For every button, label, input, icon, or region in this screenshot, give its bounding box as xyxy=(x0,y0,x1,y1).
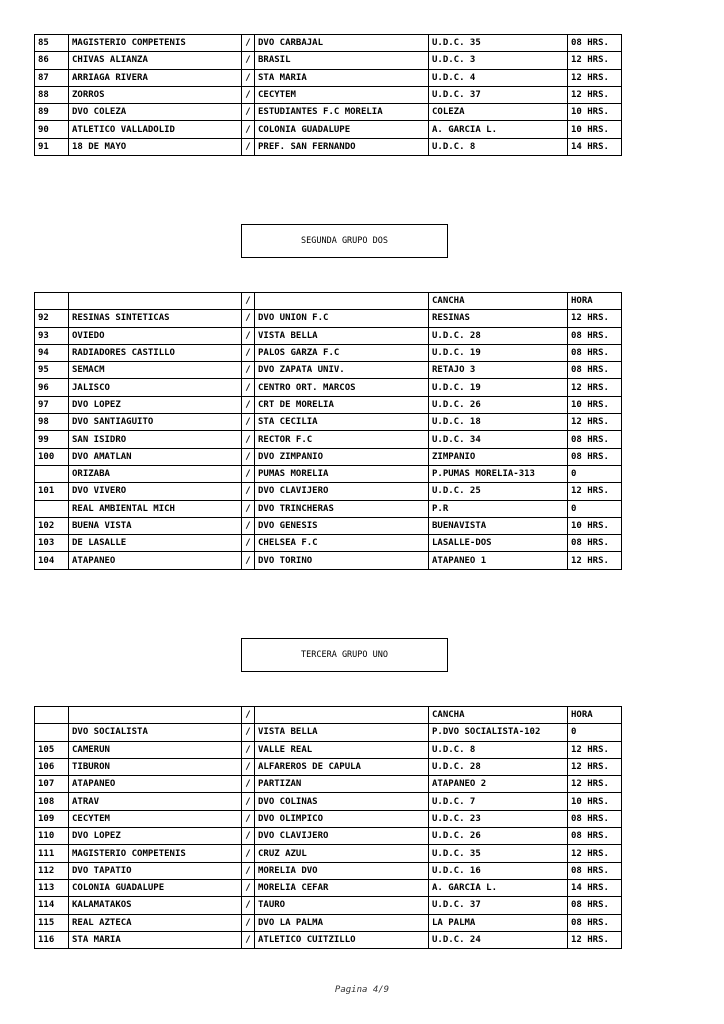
table-row xyxy=(35,310,622,327)
field-cell: COLEZA xyxy=(429,104,568,121)
match-number-cell: 112 xyxy=(35,862,69,879)
away-team-cell: DVO COLINAS xyxy=(255,793,429,810)
match-number-cell: 107 xyxy=(35,776,69,793)
table-row xyxy=(35,138,622,155)
match-number-cell: 85 xyxy=(35,35,69,52)
home-team-cell: CHIVAS ALIANZA xyxy=(69,52,242,69)
table-row xyxy=(35,552,622,569)
home-team-cell: DVO AMATLAN xyxy=(69,448,242,465)
match-number-cell: 88 xyxy=(35,86,69,103)
time-cell: 12 HRS. xyxy=(568,552,622,569)
versus-separator-cell: / xyxy=(242,414,255,431)
home-team-cell: ZORROS xyxy=(69,86,242,103)
field-cell: RETAJO 3 xyxy=(429,362,568,379)
field-cell: U.D.C. 16 xyxy=(429,862,568,879)
home-team-cell: DVO SOCIALISTA xyxy=(69,724,242,741)
table-row xyxy=(35,448,622,465)
away-team-cell: DVO GENESIS xyxy=(255,517,429,534)
versus-separator-cell: / xyxy=(242,862,255,879)
field-cell: U.D.C. 4 xyxy=(429,69,568,86)
schedule-table-tercera-grupo-uno xyxy=(34,706,622,949)
time-cell: 14 HRS. xyxy=(568,879,622,896)
match-number-cell: 116 xyxy=(35,931,69,948)
versus-separator-cell: / xyxy=(242,448,255,465)
away-team-cell: DVO TRINCHERAS xyxy=(255,500,429,517)
field-cell: U.D.C. 34 xyxy=(429,431,568,448)
time-cell: 08 HRS. xyxy=(568,897,622,914)
versus-separator-cell: / xyxy=(242,465,255,482)
away-team-cell: VISTA BELLA xyxy=(255,327,429,344)
match-number-cell: 113 xyxy=(35,879,69,896)
away-team-cell: DVO TORINO xyxy=(255,552,429,569)
home-team-cell: KALAMATAKOS xyxy=(69,897,242,914)
field-cell: LASALLE-DOS xyxy=(429,535,568,552)
table-row xyxy=(35,465,622,482)
home-team-cell: RESINAS SINTETICAS xyxy=(69,310,242,327)
away-team-cell: ESTUDIANTES F.C MORELIA xyxy=(255,104,429,121)
match-number-cell: 90 xyxy=(35,121,69,138)
away-team-cell: VALLE REAL xyxy=(255,741,429,758)
time-cell: 12 HRS. xyxy=(568,52,622,69)
table-row xyxy=(35,741,622,758)
home-team-cell: SEMACM xyxy=(69,362,242,379)
match-number-cell: 111 xyxy=(35,845,69,862)
time-cell: 12 HRS. xyxy=(568,379,622,396)
away-team-cell: MORELIA DVO xyxy=(255,862,429,879)
away-team-cell: CECYTEM xyxy=(255,86,429,103)
schedule-table-first xyxy=(34,34,622,156)
versus-separator-cell: / xyxy=(242,552,255,569)
section-title-text: SEGUNDA GRUPO DOS xyxy=(301,236,388,246)
field-cell: U.D.C. 18 xyxy=(429,414,568,431)
home-team-cell xyxy=(69,707,242,724)
home-team-cell: ORIZABA xyxy=(69,465,242,482)
match-number-cell: 96 xyxy=(35,379,69,396)
versus-separator-cell: / xyxy=(242,845,255,862)
time-cell: 12 HRS. xyxy=(568,758,622,775)
match-number-cell: 101 xyxy=(35,483,69,500)
table-row xyxy=(35,845,622,862)
table-row xyxy=(35,69,622,86)
home-team-cell: DVO TAPATIO xyxy=(69,862,242,879)
home-team-cell: OVIEDO xyxy=(69,327,242,344)
time-cell: 08 HRS. xyxy=(568,448,622,465)
time-cell: 08 HRS. xyxy=(568,344,622,361)
away-team-cell: PALOS GARZA F.C xyxy=(255,344,429,361)
table-row xyxy=(35,793,622,810)
time-cell: 10 HRS. xyxy=(568,517,622,534)
versus-separator-cell: / xyxy=(242,52,255,69)
table-row xyxy=(35,897,622,914)
time-cell: 08 HRS. xyxy=(568,862,622,879)
table-row xyxy=(35,879,622,896)
field-cell: CANCHA xyxy=(429,293,568,310)
field-cell: U.D.C. 8 xyxy=(429,138,568,155)
away-team-cell: TAURO xyxy=(255,897,429,914)
table-row xyxy=(35,828,622,845)
versus-separator-cell: / xyxy=(242,362,255,379)
versus-separator-cell: / xyxy=(242,344,255,361)
field-cell: U.D.C. 28 xyxy=(429,327,568,344)
table-row xyxy=(35,535,622,552)
section-title-segunda-grupo-dos xyxy=(241,224,448,258)
away-team-cell: CRT DE MORELIA xyxy=(255,396,429,413)
match-number-cell xyxy=(35,293,69,310)
table-row xyxy=(35,758,622,775)
versus-separator-cell: / xyxy=(242,396,255,413)
table-row xyxy=(35,396,622,413)
field-cell: U.D.C. 35 xyxy=(429,845,568,862)
table-row xyxy=(35,104,622,121)
away-team-cell: DVO ZIMPANIO xyxy=(255,448,429,465)
field-cell: U.D.C. 37 xyxy=(429,897,568,914)
away-team-cell: DVO CLAVIJERO xyxy=(255,483,429,500)
away-team-cell: BRASIL xyxy=(255,52,429,69)
field-cell: U.D.C. 25 xyxy=(429,483,568,500)
home-team-cell: REAL AMBIENTAL MICH xyxy=(69,500,242,517)
time-cell: 14 HRS. xyxy=(568,138,622,155)
time-cell: 12 HRS. xyxy=(568,483,622,500)
field-cell: A. GARCIA L. xyxy=(429,879,568,896)
match-number-cell xyxy=(35,500,69,517)
time-cell: 0 xyxy=(568,500,622,517)
away-team-cell: ATLETICO CUITZILLO xyxy=(255,931,429,948)
time-cell: 12 HRS. xyxy=(568,776,622,793)
field-cell: U.D.C. 26 xyxy=(429,396,568,413)
versus-separator-cell: / xyxy=(242,914,255,931)
away-team-cell: DVO LA PALMA xyxy=(255,914,429,931)
match-number-cell: 105 xyxy=(35,741,69,758)
home-team-cell: BUENA VISTA xyxy=(69,517,242,534)
field-cell: RESINAS xyxy=(429,310,568,327)
time-cell: 10 HRS. xyxy=(568,104,622,121)
versus-separator-cell: / xyxy=(242,86,255,103)
away-team-cell: CHELSEA F.C xyxy=(255,535,429,552)
versus-separator-cell: / xyxy=(242,69,255,86)
time-cell: 10 HRS. xyxy=(568,121,622,138)
time-cell: 08 HRS. xyxy=(568,431,622,448)
versus-separator-cell: / xyxy=(242,431,255,448)
home-team-cell: JALISCO xyxy=(69,379,242,396)
versus-separator-cell: / xyxy=(242,104,255,121)
section-title-text: TERCERA GRUPO UNO xyxy=(301,650,388,660)
versus-separator-cell: / xyxy=(242,879,255,896)
time-cell: 08 HRS. xyxy=(568,362,622,379)
match-number-cell: 86 xyxy=(35,52,69,69)
match-number-cell: 103 xyxy=(35,535,69,552)
field-cell: U.D.C. 19 xyxy=(429,344,568,361)
field-cell: U.D.C. 23 xyxy=(429,810,568,827)
time-cell: 10 HRS. xyxy=(568,396,622,413)
field-cell: U.D.C. 8 xyxy=(429,741,568,758)
versus-separator-cell: / xyxy=(242,931,255,948)
home-team-cell: RADIADORES CASTILLO xyxy=(69,344,242,361)
versus-separator-cell: / xyxy=(242,517,255,534)
versus-separator-cell: / xyxy=(242,810,255,827)
versus-separator-cell: / xyxy=(242,776,255,793)
match-number-cell xyxy=(35,707,69,724)
table-row xyxy=(35,914,622,931)
home-team-cell: COLONIA GUADALUPE xyxy=(69,879,242,896)
versus-separator-cell: / xyxy=(242,793,255,810)
home-team-cell: ATAPANEO xyxy=(69,776,242,793)
versus-separator-cell: / xyxy=(242,310,255,327)
match-number-cell: 95 xyxy=(35,362,69,379)
table-row xyxy=(35,86,622,103)
away-team-cell: DVO ZAPATA UNIV. xyxy=(255,362,429,379)
versus-separator-cell: / xyxy=(242,828,255,845)
time-cell: 08 HRS. xyxy=(568,914,622,931)
match-number-cell: 110 xyxy=(35,828,69,845)
away-team-cell: CENTRO ORT. MARCOS xyxy=(255,379,429,396)
field-cell: U.D.C. 24 xyxy=(429,931,568,948)
away-team-cell: STA MARIA xyxy=(255,69,429,86)
match-number-cell xyxy=(35,724,69,741)
field-cell: LA PALMA xyxy=(429,914,568,931)
home-team-cell: REAL AZTECA xyxy=(69,914,242,931)
time-cell: 12 HRS. xyxy=(568,931,622,948)
time-cell: 12 HRS. xyxy=(568,741,622,758)
versus-separator-cell: / xyxy=(242,138,255,155)
versus-separator-cell: / xyxy=(242,500,255,517)
away-team-cell: COLONIA GUADALUPE xyxy=(255,121,429,138)
field-cell: U.D.C. 3 xyxy=(429,52,568,69)
home-team-cell xyxy=(69,293,242,310)
match-number-cell: 106 xyxy=(35,758,69,775)
home-team-cell: CAMERUN xyxy=(69,741,242,758)
table-row xyxy=(35,810,622,827)
away-team-cell: CRUZ AZUL xyxy=(255,845,429,862)
field-cell: P.R xyxy=(429,500,568,517)
home-team-cell: DVO VIVERO xyxy=(69,483,242,500)
time-cell: 08 HRS. xyxy=(568,35,622,52)
match-number-cell: 102 xyxy=(35,517,69,534)
match-number-cell: 93 xyxy=(35,327,69,344)
home-team-cell: DVO SANTIAGUITO xyxy=(69,414,242,431)
match-number-cell: 87 xyxy=(35,69,69,86)
away-team-cell: DVO CLAVIJERO xyxy=(255,828,429,845)
away-team-cell: MORELIA CEFAR xyxy=(255,879,429,896)
versus-separator-cell: / xyxy=(242,483,255,500)
away-team-cell: DVO UNION F.C xyxy=(255,310,429,327)
table-row xyxy=(35,483,622,500)
away-team-cell: DVO OLIMPICO xyxy=(255,810,429,827)
away-team-cell xyxy=(255,707,429,724)
field-cell: A. GARCIA L. xyxy=(429,121,568,138)
home-team-cell: CECYTEM xyxy=(69,810,242,827)
time-cell: 10 HRS. xyxy=(568,793,622,810)
table-row xyxy=(35,52,622,69)
field-cell: ZIMPANIO xyxy=(429,448,568,465)
field-cell: U.D.C. 28 xyxy=(429,758,568,775)
versus-separator-cell: / xyxy=(242,35,255,52)
field-cell: P.PUMAS MORELIA-313 xyxy=(429,465,568,482)
table-row xyxy=(35,362,622,379)
away-team-cell: STA CECILIA xyxy=(255,414,429,431)
home-team-cell: DVO LOPEZ xyxy=(69,828,242,845)
versus-separator-cell: / xyxy=(242,707,255,724)
table-row xyxy=(35,327,622,344)
home-team-cell: 18 DE MAYO xyxy=(69,138,242,155)
match-number-cell: 97 xyxy=(35,396,69,413)
versus-separator-cell: / xyxy=(242,535,255,552)
home-team-cell: DE LASALLE xyxy=(69,535,242,552)
home-team-cell: ATRAV xyxy=(69,793,242,810)
field-cell: ATAPANEO 1 xyxy=(429,552,568,569)
home-team-cell: TIBURON xyxy=(69,758,242,775)
match-number-cell: 99 xyxy=(35,431,69,448)
away-team-cell: ALFAREROS DE CAPULA xyxy=(255,758,429,775)
home-team-cell: DVO LOPEZ xyxy=(69,396,242,413)
away-team-cell: PUMAS MORELIA xyxy=(255,465,429,482)
match-number-cell: 89 xyxy=(35,104,69,121)
versus-separator-cell: / xyxy=(242,121,255,138)
page-footer: Pagina 4/9 xyxy=(334,985,390,995)
away-team-cell: DVO CARBAJAL xyxy=(255,35,429,52)
time-cell: 08 HRS. xyxy=(568,810,622,827)
table-row xyxy=(35,414,622,431)
home-team-cell: ARRIAGA RIVERA xyxy=(69,69,242,86)
home-team-cell: ATAPANEO xyxy=(69,552,242,569)
versus-separator-cell: / xyxy=(242,724,255,741)
home-team-cell: STA MARIA xyxy=(69,931,242,948)
home-team-cell: SAN ISIDRO xyxy=(69,431,242,448)
field-cell: BUENAVISTA xyxy=(429,517,568,534)
field-cell: U.D.C. 7 xyxy=(429,793,568,810)
time-cell: HORA xyxy=(568,293,622,310)
field-cell: U.D.C. 26 xyxy=(429,828,568,845)
match-number-cell: 109 xyxy=(35,810,69,827)
table-row xyxy=(35,35,622,52)
table-header-row xyxy=(35,707,622,724)
away-team-cell: RECTOR F.C xyxy=(255,431,429,448)
time-cell: 12 HRS. xyxy=(568,845,622,862)
versus-separator-cell: / xyxy=(242,897,255,914)
home-team-cell: MAGISTERIO COMPETENIS xyxy=(69,35,242,52)
home-team-cell: MAGISTERIO COMPETENIS xyxy=(69,845,242,862)
schedule-table-segunda-grupo-dos xyxy=(34,292,622,570)
time-cell: 12 HRS. xyxy=(568,69,622,86)
table-row xyxy=(35,776,622,793)
time-cell: 0 xyxy=(568,465,622,482)
table-row xyxy=(35,121,622,138)
home-team-cell: DVO COLEZA xyxy=(69,104,242,121)
versus-separator-cell: / xyxy=(242,741,255,758)
table-row xyxy=(35,431,622,448)
match-number-cell: 108 xyxy=(35,793,69,810)
match-number-cell xyxy=(35,465,69,482)
time-cell: 0 xyxy=(568,724,622,741)
time-cell: 08 HRS. xyxy=(568,535,622,552)
table-row xyxy=(35,862,622,879)
time-cell: 08 HRS. xyxy=(568,828,622,845)
away-team-cell: PARTIZAN xyxy=(255,776,429,793)
time-cell: 12 HRS. xyxy=(568,414,622,431)
field-cell: P.DVO SOCIALISTA-102 xyxy=(429,724,568,741)
home-team-cell: ATLETICO VALLADOLID xyxy=(69,121,242,138)
match-number-cell: 94 xyxy=(35,344,69,361)
section-title-tercera-grupo-uno xyxy=(241,638,448,672)
versus-separator-cell: / xyxy=(242,293,255,310)
away-team-cell: PREF. SAN FERNANDO xyxy=(255,138,429,155)
field-cell: U.D.C. 37 xyxy=(429,86,568,103)
table-row xyxy=(35,344,622,361)
table-header-row xyxy=(35,293,622,310)
match-number-cell: 91 xyxy=(35,138,69,155)
match-number-cell: 98 xyxy=(35,414,69,431)
field-cell: ATAPANEO 2 xyxy=(429,776,568,793)
table-row xyxy=(35,517,622,534)
match-number-cell: 115 xyxy=(35,914,69,931)
away-team-cell: VISTA BELLA xyxy=(255,724,429,741)
match-number-cell: 100 xyxy=(35,448,69,465)
table-row xyxy=(35,500,622,517)
table-row xyxy=(35,724,622,741)
time-cell: 08 HRS. xyxy=(568,327,622,344)
away-team-cell xyxy=(255,293,429,310)
time-cell: 12 HRS. xyxy=(568,310,622,327)
versus-separator-cell: / xyxy=(242,379,255,396)
time-cell: HORA xyxy=(568,707,622,724)
field-cell: U.D.C. 35 xyxy=(429,35,568,52)
versus-separator-cell: / xyxy=(242,327,255,344)
table-row xyxy=(35,379,622,396)
versus-separator-cell: / xyxy=(242,758,255,775)
time-cell: 12 HRS. xyxy=(568,86,622,103)
match-number-cell: 92 xyxy=(35,310,69,327)
field-cell: CANCHA xyxy=(429,707,568,724)
match-number-cell: 104 xyxy=(35,552,69,569)
table-row xyxy=(35,931,622,948)
field-cell: U.D.C. 19 xyxy=(429,379,568,396)
match-number-cell: 114 xyxy=(35,897,69,914)
